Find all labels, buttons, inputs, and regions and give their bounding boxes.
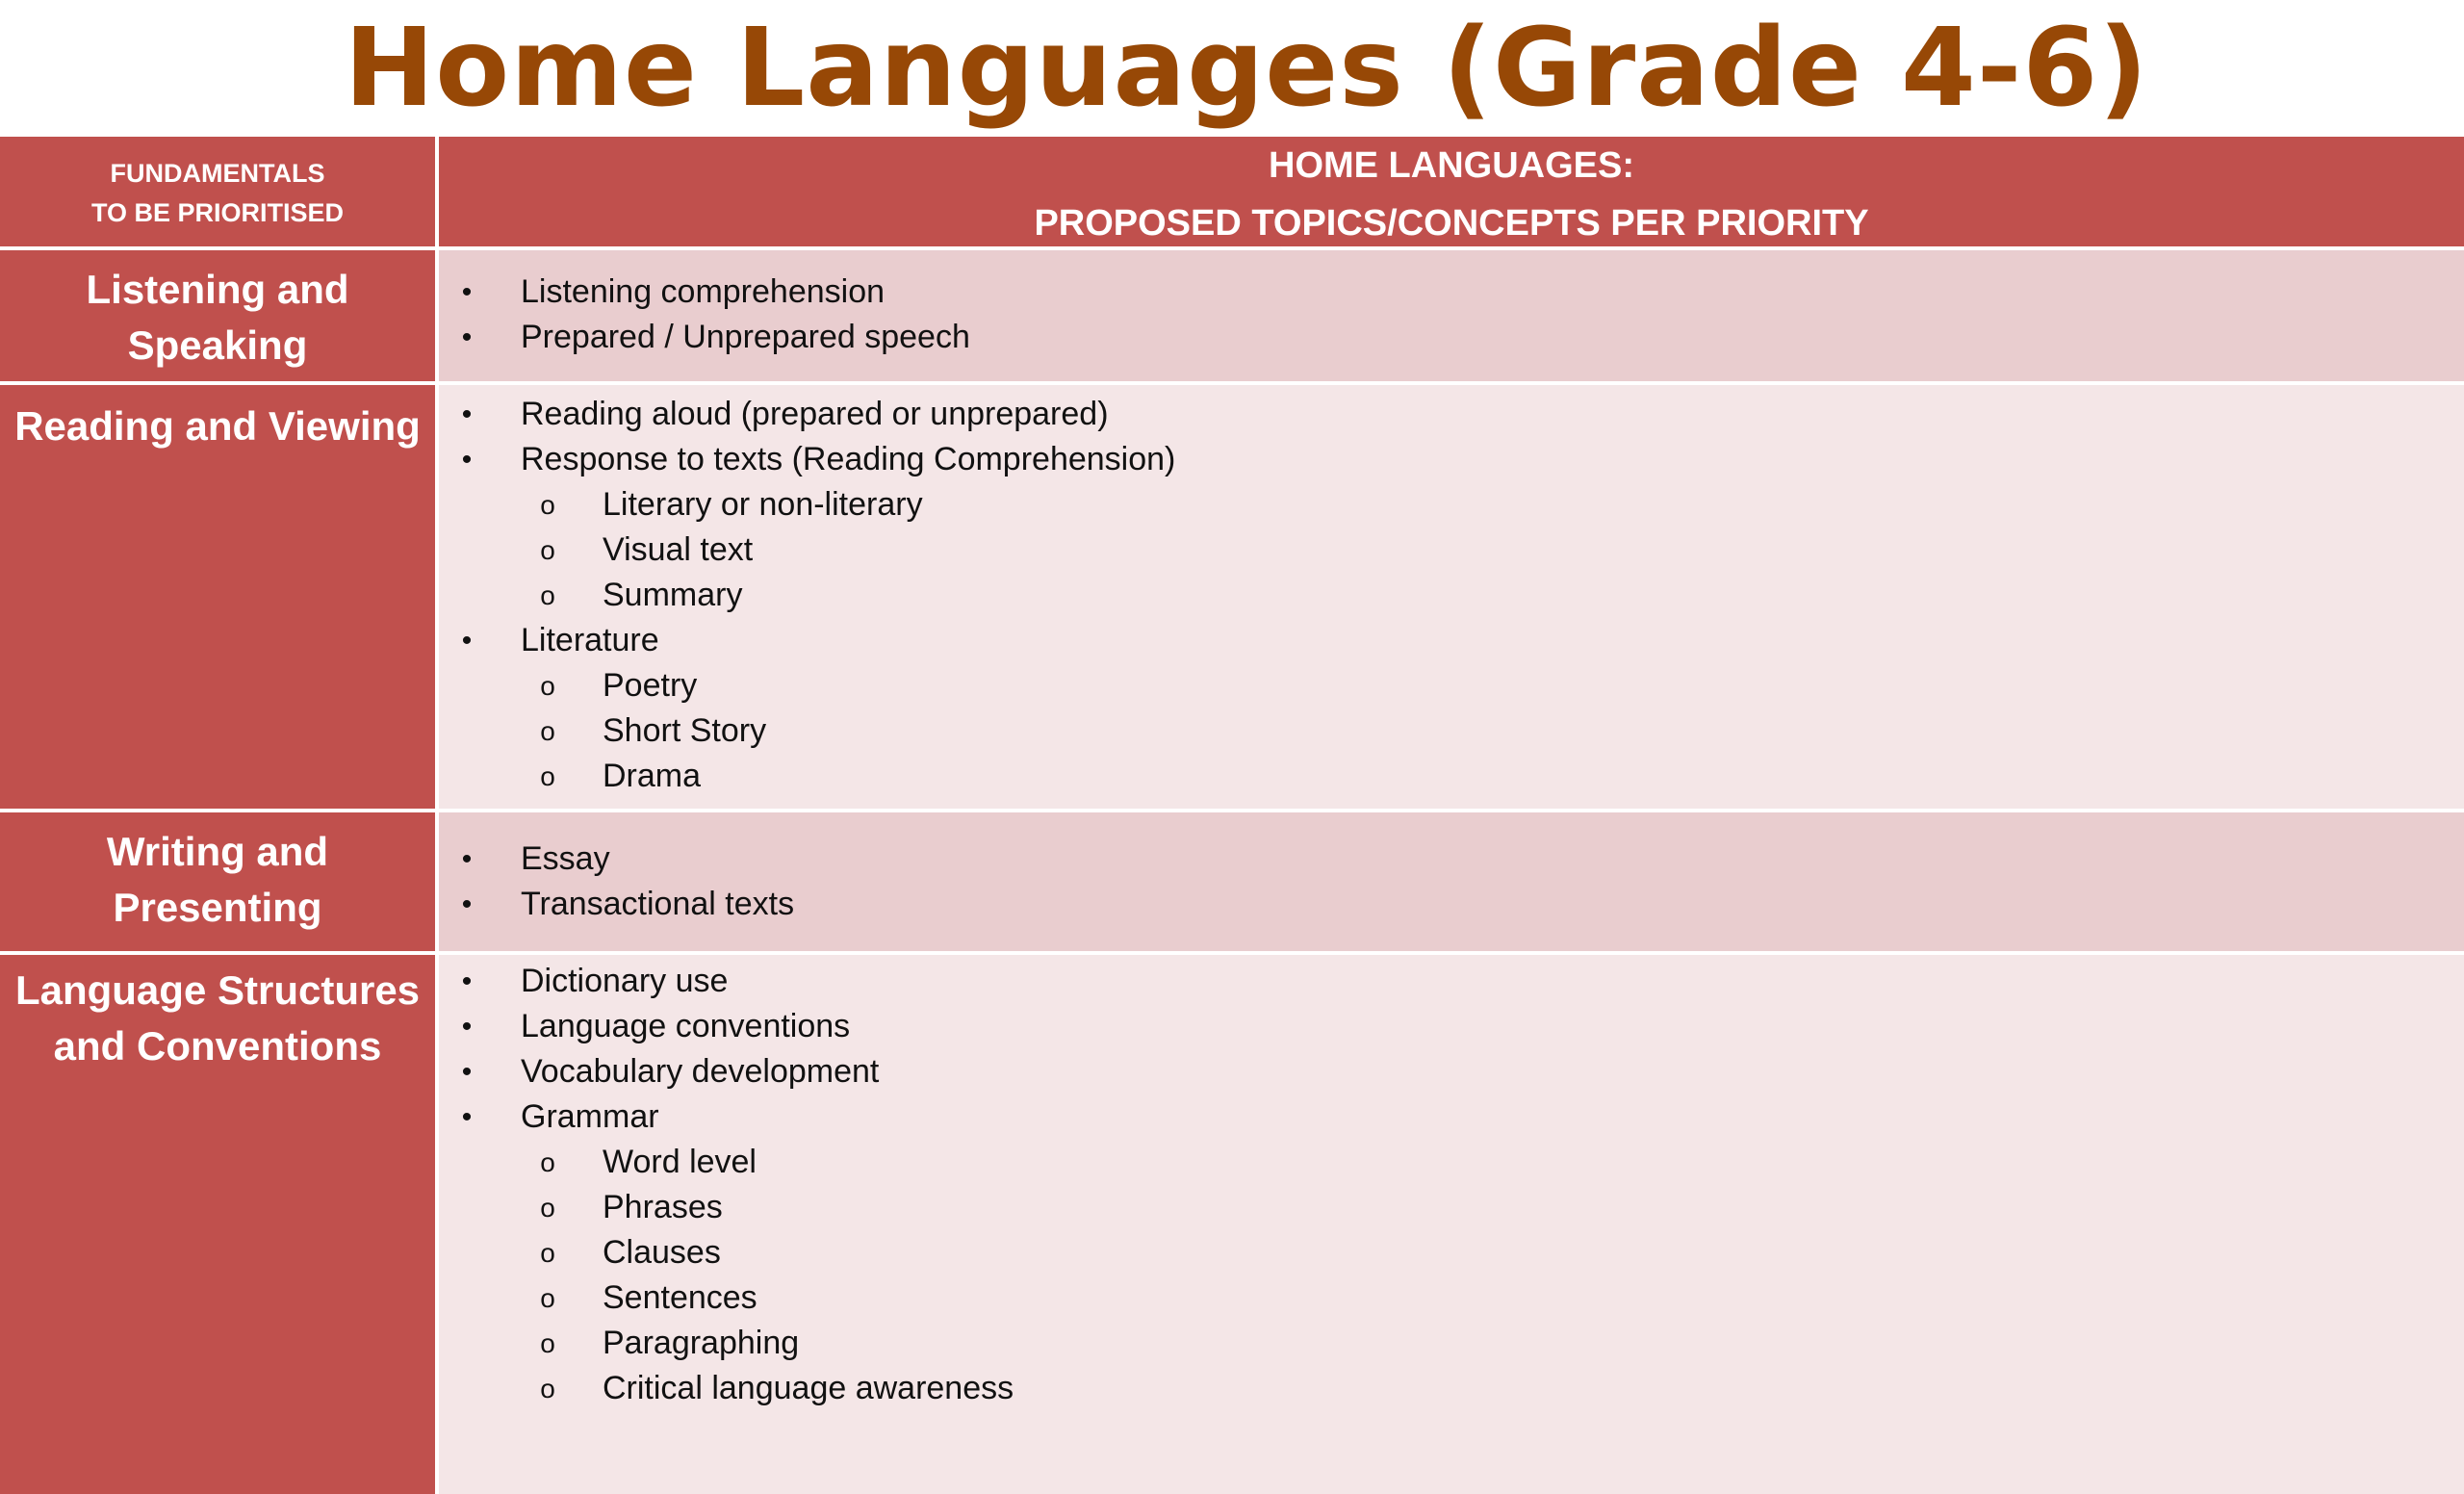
list-item-text: Sentences <box>603 1279 757 1316</box>
topics-cell <box>439 250 2464 381</box>
header-fundamentals-line1: FUNDAMENTALS <box>110 159 325 188</box>
list-item-text: Word level <box>603 1144 757 1180</box>
list-item-text: Reading aloud (prepared or unprepared) <box>521 396 1109 432</box>
list-item <box>439 837 2464 882</box>
list-item-text: Grammar <box>521 1098 659 1135</box>
category-cell <box>0 250 439 381</box>
list-item <box>439 1185 2464 1230</box>
category-cell <box>0 385 439 809</box>
bullet-icon: • <box>461 889 473 920</box>
topics-list <box>439 959 2464 1411</box>
sub-bullet-icon: o <box>540 490 555 520</box>
header-topics-cell <box>439 137 2464 246</box>
list-item <box>439 663 2464 708</box>
category-line2: Presenting <box>113 885 322 930</box>
page-title: Home Languages (Grade 4-6) <box>344 6 2149 131</box>
list-item <box>439 1140 2464 1185</box>
category-cell <box>0 812 439 951</box>
topics-cell <box>439 812 2464 951</box>
list-item <box>439 1004 2464 1049</box>
table-row-listening-speaking <box>0 250 2464 385</box>
list-item <box>439 528 2464 573</box>
bullet-icon: • <box>461 444 473 476</box>
category-line1: Listening and <box>86 267 349 312</box>
sub-bullet-icon: o <box>540 761 555 791</box>
list-item-text: Paragraphing <box>603 1325 800 1361</box>
list-item <box>439 270 2464 315</box>
list-item <box>439 1230 2464 1275</box>
sub-bullet-icon: o <box>540 1328 555 1358</box>
header-fundamentals-line2: TO BE PRIORITISED <box>90 198 345 227</box>
list-item-text: Literature <box>521 622 659 658</box>
list-item <box>439 882 2464 927</box>
list-item <box>439 573 2464 618</box>
list-item <box>439 392 2464 437</box>
list-item-text: Response to texts (Reading Comprehension) <box>521 441 1176 477</box>
list-item-text: Visual text <box>603 531 754 568</box>
header-fundamentals-cell <box>0 137 439 246</box>
bullet-icon: • <box>461 322 473 353</box>
list-item-text: Summary <box>603 577 743 613</box>
list-item-text: Listening comprehension <box>521 273 886 310</box>
header-topics-line1: HOME LANGUAGES: <box>1269 145 1634 186</box>
table-row-language-structures <box>0 955 2464 1494</box>
list-item-text: Poetry <box>603 667 698 704</box>
list-item <box>439 315 2464 360</box>
list-item <box>439 1049 2464 1095</box>
category-line1: Writing and <box>106 829 329 874</box>
list-item-text: Vocabulary development <box>521 1053 880 1090</box>
bullet-icon: • <box>461 843 473 875</box>
topics-list <box>439 392 2464 799</box>
list-item <box>439 1275 2464 1321</box>
sub-bullet-icon: o <box>540 1147 555 1177</box>
topics-table <box>0 137 2464 1406</box>
topics-cell <box>439 385 2464 809</box>
category-line1: Language Structures <box>14 967 421 1013</box>
list-item <box>439 754 2464 799</box>
bullet-icon: • <box>461 276 473 308</box>
list-item-text: Transactional texts <box>521 886 795 922</box>
sub-bullet-icon: o <box>540 1193 555 1223</box>
list-item-text: Prepared / Unprepared speech <box>521 319 970 355</box>
list-item <box>439 482 2464 528</box>
sub-bullet-icon: o <box>540 1374 555 1404</box>
bullet-icon: • <box>461 966 473 997</box>
table-row-writing-presenting <box>0 812 2464 955</box>
list-item-text: Literary or non-literary <box>603 486 923 523</box>
table-row-reading-viewing <box>0 385 2464 812</box>
sub-bullet-icon: o <box>540 1283 555 1313</box>
table-header-row <box>0 137 2464 250</box>
topics-list <box>439 837 2464 927</box>
sub-bullet-icon: o <box>540 580 555 610</box>
list-item <box>439 437 2464 482</box>
list-item-text: Critical language awareness <box>603 1370 1014 1406</box>
list-item-text: Essay <box>521 840 610 877</box>
list-item-text: Drama <box>603 758 702 794</box>
list-item-text: Short Story <box>603 712 767 749</box>
list-item <box>439 1321 2464 1366</box>
bullet-icon: • <box>461 399 473 430</box>
list-item <box>439 1366 2464 1411</box>
topics-cell <box>439 955 2464 1494</box>
sub-bullet-icon: o <box>540 1238 555 1268</box>
category-line2: Speaking <box>127 322 308 368</box>
bullet-icon: • <box>461 625 473 657</box>
category-line2: and Conventions <box>53 1023 382 1069</box>
list-item-text: Language conventions <box>521 1008 851 1044</box>
bullet-icon: • <box>461 1101 473 1133</box>
list-item-text: Dictionary use <box>521 963 729 999</box>
list-item-text: Phrases <box>603 1189 723 1225</box>
sub-bullet-icon: o <box>540 716 555 746</box>
sub-bullet-icon: o <box>540 535 555 565</box>
bullet-icon: • <box>461 1056 473 1088</box>
category-cell <box>0 955 439 1494</box>
list-item <box>439 708 2464 754</box>
list-item <box>439 1095 2464 1140</box>
bullet-icon: • <box>461 1011 473 1043</box>
sub-bullet-icon: o <box>540 671 555 701</box>
category-line1: Reading and Viewing <box>14 403 421 449</box>
list-item-text: Clauses <box>603 1234 721 1271</box>
list-item <box>439 618 2464 663</box>
topics-list <box>439 270 2464 360</box>
header-topics-line2: PROPOSED TOPICS/CONCEPTS PER PRIORITY <box>1034 203 1869 244</box>
list-item <box>439 959 2464 1004</box>
